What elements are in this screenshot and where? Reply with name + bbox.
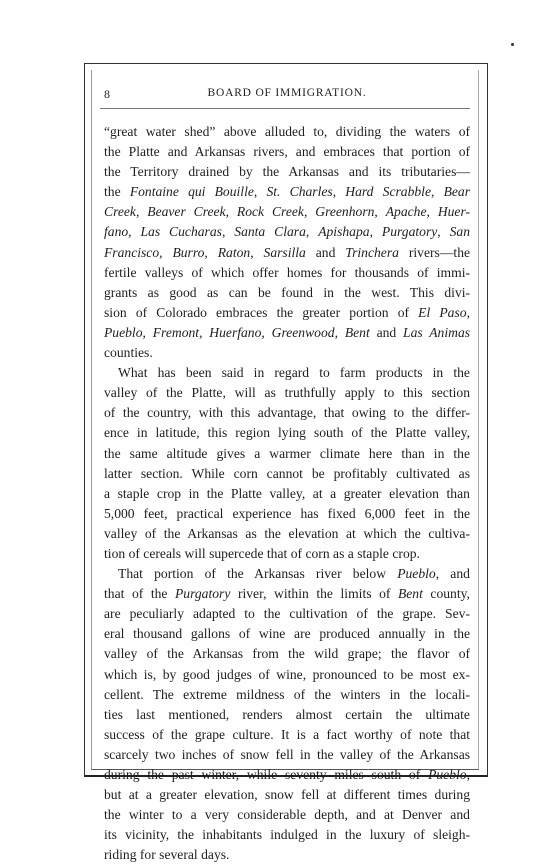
text-line-content: Creek, Beaver Creek, Rock Creek, Greenhorn, Apache, Huer- xyxy=(104,204,471,220)
text-line xyxy=(104,243,470,263)
text-line-content: That portion of the Arkansas river below Pueblo, and xyxy=(118,566,470,582)
text-line xyxy=(104,845,470,865)
text-line-content: the winter to a very considerable depth, and at Denver and xyxy=(104,807,470,823)
text-line xyxy=(104,323,470,343)
text-line xyxy=(104,182,470,202)
text-line-content: the same altitude gives a warmer climate here than in the xyxy=(104,445,470,461)
text-line xyxy=(104,604,470,624)
text-line-content: counties. xyxy=(104,345,153,361)
text-line xyxy=(104,403,470,423)
text-line xyxy=(104,504,470,524)
text-line-content: cellent. The extreme mildness of the winters in the locali- xyxy=(104,686,471,702)
text-line xyxy=(104,283,470,303)
text-line-content: but at a greater elevation, snow fell at different times during xyxy=(104,787,471,803)
text-line xyxy=(104,705,470,725)
text-line-content: ence in latitude, this region lying south of the Platte valley, xyxy=(104,425,470,441)
text-line-content: Francisco, Burro, Raton, Sarsilla and Trinchera rivers—the xyxy=(104,244,471,260)
text-line-content: during the past winter, while seventy miles south of Pueblo, xyxy=(104,767,470,782)
text-line xyxy=(104,785,470,805)
text-line-content: tion of cereals will supercede that of corn as a staple crop. xyxy=(104,545,420,561)
text-line-content: the Territory drained by the Arkansas and its tributaries— xyxy=(104,164,470,180)
text-line xyxy=(104,624,470,644)
text-line xyxy=(104,464,470,484)
text-line-content: riding for several days. xyxy=(104,847,230,863)
text-line-content: the Platte and Arkansas rivers, and embraces that portion of xyxy=(104,144,471,160)
text-line-content: success of the grape culture. It is a fact worthy of note that xyxy=(104,726,471,742)
text-line xyxy=(104,725,470,745)
text-line-content: fano, Las Cucharas, Santa Clara, Apishapa, Purgatory, San xyxy=(104,224,470,240)
text-line-content: valley of the Platte, will as truthfully apply to this section xyxy=(104,385,470,401)
text-line xyxy=(104,544,470,564)
text-line-content: ties last mentioned, renders almost certain the ultimate xyxy=(104,706,470,722)
text-line xyxy=(104,222,470,242)
text-line-content: sion of Colorado embraces the greater portion of El Paso, xyxy=(104,304,470,320)
text-line-content: Pueblo, Fremont, Huerfano, Greenwood, Bent and Las Animas xyxy=(104,324,471,340)
text-line xyxy=(104,343,470,363)
text-line xyxy=(104,263,470,283)
text-line xyxy=(104,564,470,584)
text-line xyxy=(104,825,470,845)
text-line xyxy=(104,142,470,162)
text-line-content: the Fontaine qui Bouille, St. Charles, Hard Scrabble, Bear xyxy=(104,184,471,200)
text-line xyxy=(104,202,470,222)
text-line xyxy=(104,665,470,685)
body-text xyxy=(104,122,470,865)
text-line xyxy=(104,685,470,705)
text-line xyxy=(104,383,470,403)
text-line-content: grants as good as can be found in the west. This divi- xyxy=(104,284,471,300)
text-line-content: eral thousand gallons of wine are produced annually in the xyxy=(104,626,471,642)
text-line xyxy=(104,584,470,604)
text-line xyxy=(104,805,470,825)
text-line xyxy=(104,162,470,182)
text-line xyxy=(104,765,470,785)
text-line xyxy=(104,484,470,504)
page-header xyxy=(102,85,472,105)
text-line-content: valley of the Arkansas from the wild grape; the flavor of xyxy=(104,646,471,662)
text-line-content: fertile valleys of which offer homes for thousands of immi- xyxy=(104,264,470,280)
text-line-content: of the country, with this advantage, that owing to the differ- xyxy=(104,405,471,421)
ink-speck xyxy=(511,43,514,46)
text-line xyxy=(104,524,470,544)
page-number: 8 xyxy=(104,87,111,101)
text-line xyxy=(104,423,470,443)
text-line xyxy=(104,444,470,464)
text-line-content: are peculiarly adapted to the cultivation of the grape. Sev- xyxy=(104,606,470,622)
text-line xyxy=(104,745,470,765)
text-line xyxy=(104,363,470,383)
text-line-content: which is, by good judges of wine, pronounced to be most ex- xyxy=(104,666,470,682)
text-line xyxy=(104,644,470,664)
text-line-content: What has been said in regard to farm products in the xyxy=(118,365,470,381)
text-line xyxy=(104,303,470,323)
text-line-content: valley of the Arkansas as the elevation at which the cultiva- xyxy=(104,525,470,541)
text-line-content: “great water shed” above alluded to, dividing the waters of xyxy=(104,124,471,139)
running-head: BOARD OF IMMIGRATION. xyxy=(207,87,367,99)
text-line-content: 5,000 feet, practical experience has fixed 6,000 feet in the xyxy=(104,505,471,521)
text-line-content: that of the Purgatory river, within the limits of Bent county, xyxy=(104,586,470,602)
text-line-content: latter section. While corn cannot be profitably cultivated as xyxy=(104,465,470,481)
text-line-content: a staple crop in the Platte valley, at a greater elevation than xyxy=(104,485,470,501)
text-line-content: scarcely two inches of snow fell in the valley of the Arkansas xyxy=(104,746,471,762)
text-line xyxy=(104,122,470,142)
text-line-content: its vicinity, the inhabitants indulged in the luxury of sleigh- xyxy=(104,827,471,843)
header-rule xyxy=(100,108,470,109)
